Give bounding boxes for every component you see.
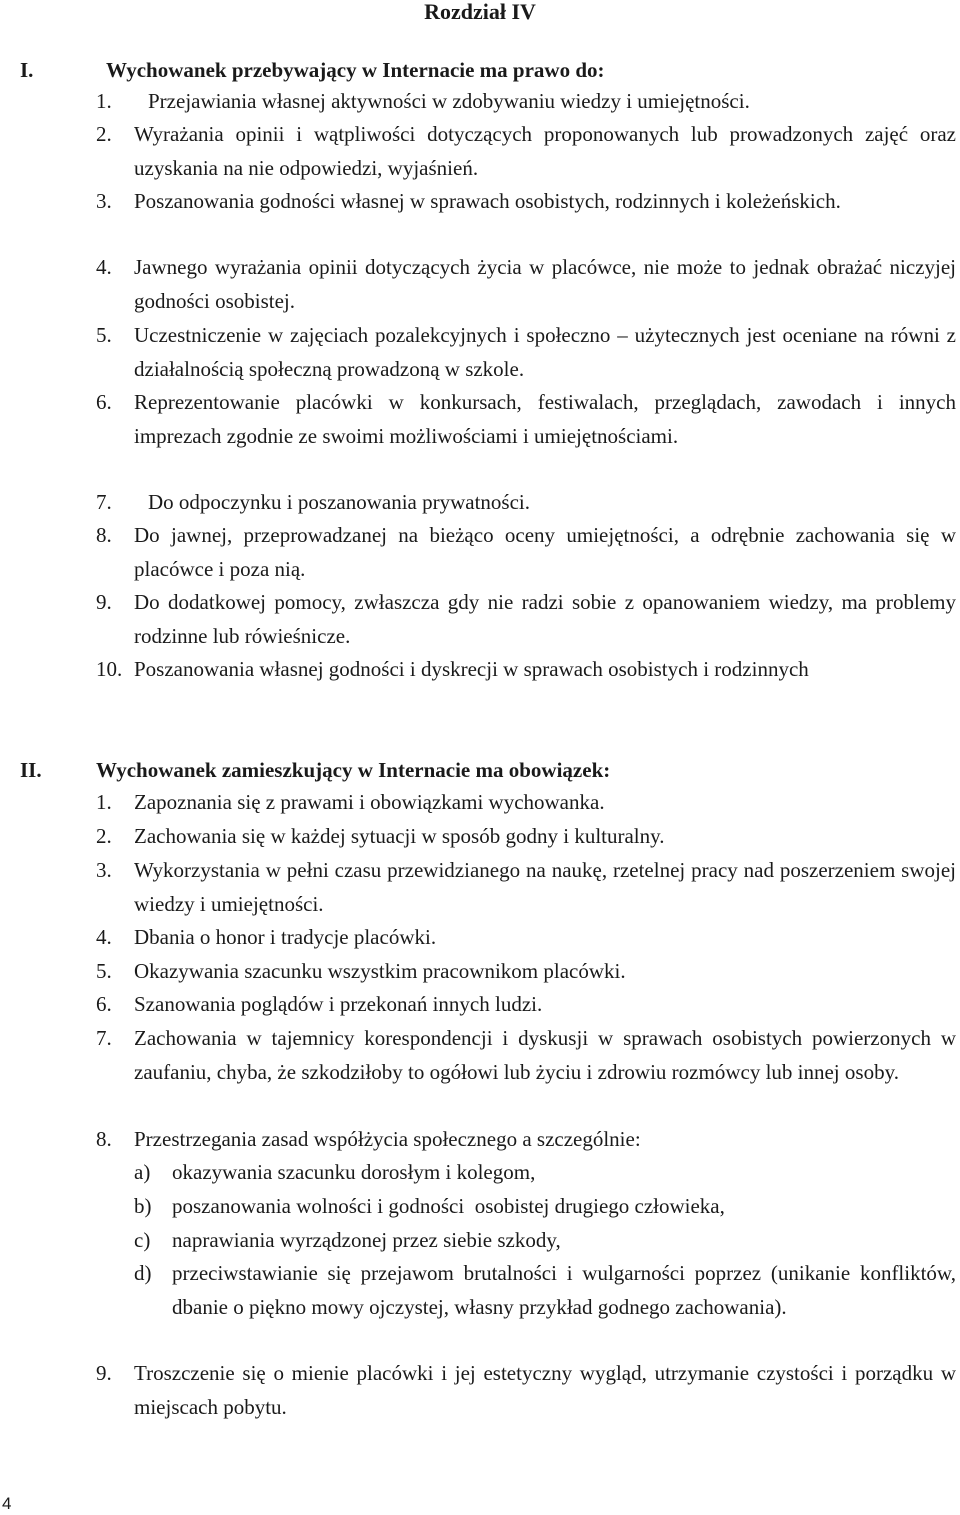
list-item-number: 3.	[96, 189, 112, 213]
sub-list-item-text: okazywania szacunku dorosłym i kolegom,	[172, 1160, 536, 1184]
list-item-text: Zachowania się w każdej sytuacji w sposób godny i kulturalny.	[134, 824, 665, 848]
list-item-text: Dbania o honor i tradycje placówki.	[134, 925, 437, 949]
list-item-number: 3.	[96, 858, 112, 882]
sub-list-item	[134, 1256, 956, 1358]
list-item	[96, 84, 956, 118]
list-item-number: 4.	[96, 255, 112, 279]
list-item-text: Do jawnej, przeprowadzanej na bieżąco oceny umiejętności, a odrębnie zachowania się w placówce i poza nią.	[134, 523, 956, 581]
list-item-number: 7.	[96, 490, 112, 514]
list-item	[96, 518, 956, 586]
list-item-number: 5.	[96, 959, 112, 983]
list-item-text: Wykorzystania w pełni czasu przewidzianego na naukę, rzetelnej pracy nad poszerzeniem swojej wiedzy i umiejętności.	[134, 858, 956, 916]
list-item-text: Troszczenie się o mienie placówki i jej estetyczny wygląd, utrzymanie czystości i porządku w miejscach pobytu.	[134, 1361, 956, 1419]
list-item-number: 5.	[96, 323, 112, 347]
section-1-numeral: I.	[20, 58, 34, 82]
list-item-number: 1.	[96, 790, 112, 814]
sub-list-item-letter: d)	[134, 1261, 152, 1285]
list-item-text: Jawnego wyrażania opinii dotyczących życia w placówce, nie może to jednak obrażać niczyjej godności osobistej.	[134, 255, 956, 313]
sub-list-item-text: naprawiania wyrządzonej przez siebie szkody,	[172, 1228, 561, 1252]
section-2-numeral: II.	[20, 758, 42, 782]
list-item-text: Reprezentowanie placówki w konkursach, festiwalach, przeglądach, zawodach i innych imprezach zgodnie ze swoimi możliwościami i umiejętnościami.	[134, 390, 956, 448]
list-item	[96, 987, 956, 1021]
list-item	[96, 585, 956, 653]
list-item	[96, 652, 956, 720]
sub-list-item	[134, 1189, 956, 1223]
list-item-number: 8.	[96, 1127, 112, 1151]
list-item	[96, 184, 956, 252]
list-item-number: 1.	[96, 89, 112, 113]
sub-list-item-text: poszanowania wolności i godności osobistej drugiego człowieka,	[172, 1194, 725, 1218]
section-2-title: Wychowanek zamieszkujący w Internacie ma obowiązek:	[96, 758, 611, 782]
list-item	[96, 318, 956, 386]
sub-list-item-text: przeciwstawianie się przejawom brutalności i wulgarności poprzez (unikanie konfliktów, dbanie o piękno mowy ojczystej, własny przykład godnego zachowania).	[172, 1261, 956, 1319]
sub-list-item-letter: c)	[134, 1228, 151, 1252]
sub-list-item-letter: b)	[134, 1194, 152, 1218]
list-item-number: 4.	[96, 925, 112, 949]
list-item-text: Wyrażania opinii i wątpliwości dotyczących proponowanych lub prowadzonych zajęć oraz uzyskania na nie odpowiedzi, wyjaśnień.	[134, 122, 956, 180]
list-item-text: Poszanowania własnej godności i dyskrecji w sprawach osobistych i rodzinnych	[134, 657, 809, 681]
list-item-text: Do dodatkowej pomocy, zwłaszcza gdy nie radzi sobie z opanowaniem wiedzy, ma problemy rodzinne lub rówieśnicze.	[134, 590, 956, 648]
list-item	[96, 785, 956, 819]
list-item-text: Okazywania szacunku wszystkim pracownikom placówki.	[134, 959, 626, 983]
list-item-number: 10.	[96, 657, 123, 681]
list-item	[96, 485, 956, 519]
chapter-title: Rozdział IV	[424, 0, 536, 24]
list-item	[96, 1021, 956, 1123]
sub-list-item-letter: a)	[134, 1160, 151, 1184]
list-item-number: 7.	[96, 1026, 112, 1050]
list-item	[96, 954, 956, 988]
list-item-text: Przejawiania własnej aktywności w zdobywaniu wiedzy i umiejętności.	[148, 89, 750, 113]
list-item	[96, 819, 956, 853]
list-item-text: Uczestniczenie w zajęciach pozalekcyjnych i społeczno – użytecznych jest oceniane na równi z działalnością społeczną prowadzoną w szkole.	[134, 323, 956, 381]
list-item-number: 9.	[96, 590, 112, 614]
list-item	[96, 117, 956, 185]
list-item-text: Przestrzegania zasad współżycia społecznego a szczególnie:	[134, 1127, 641, 1151]
list-item	[96, 250, 956, 318]
sub-list-item	[134, 1223, 956, 1257]
list-item-text: Zachowania w tajemnicy korespondencji i dyskusji w sprawach osobistych powierzonych w zaufaniu, chyba, że szkodziłoby to ogółowi lub życiu i zdrowiu rozmówcy lub innej osoby.	[134, 1026, 956, 1084]
list-item-number: 6.	[96, 992, 112, 1016]
list-item-number: 6.	[96, 390, 112, 414]
list-item-text: Zapoznania się z prawami i obowiązkami wychowanka.	[134, 790, 605, 814]
section-1-heading	[20, 56, 940, 84]
list-item	[96, 1122, 956, 1156]
section-1-title: Wychowanek przebywający w Internacie ma prawo do:	[106, 58, 605, 82]
list-item	[96, 853, 956, 921]
sub-list-item	[134, 1155, 956, 1189]
list-item	[96, 920, 956, 954]
list-item	[96, 385, 956, 487]
list-item	[96, 1356, 956, 1424]
list-item-number: 2.	[96, 122, 112, 146]
list-item-number: 8.	[96, 523, 112, 547]
list-item-text: Do odpoczynku i poszanowania prywatności.	[148, 490, 530, 514]
list-item-text: Szanowania poglądów i przekonań innych ludzi.	[134, 992, 543, 1016]
list-item-number: 2.	[96, 824, 112, 848]
list-item-number: 9.	[96, 1361, 112, 1385]
section-2-heading	[20, 756, 940, 784]
page-number: 4	[2, 1494, 12, 1513]
list-item-text: Poszanowania godności własnej w sprawach osobistych, rodzinnych i koleżeńskich.	[134, 189, 841, 213]
